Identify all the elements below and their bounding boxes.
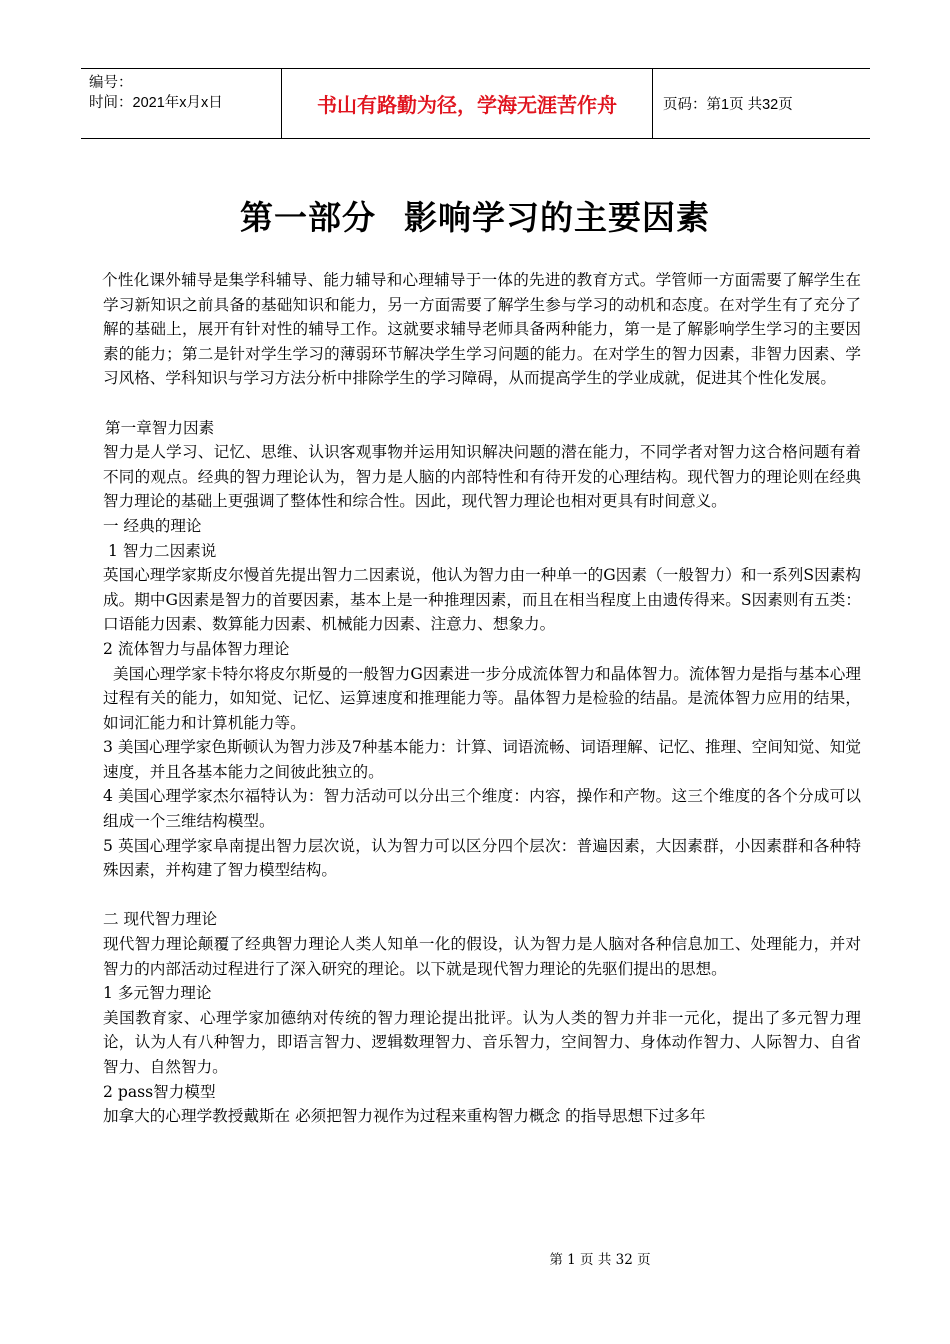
paragraph: 美国心理学家卡特尔将皮尔斯曼的一般智力G因素进一步分成流体智力和晶体智力。流体智力是指与基本心理过程有关的能力，如知觉、记忆、运算速度和推理能力等。晶体智力是检验的结晶。是流体智力应用的结果，如词汇能力和计算机能力等。 [103,664,861,732]
paragraph: 加拿大的心理学教授戴斯在 必须把智力视作为过程来重构智力概念 的指导思想下过多年 [103,1107,706,1126]
page-title [0,192,950,239]
paragraph: 5 英国心理学家阜南提出智力层次说，认为智力可以区分四个层次：普遍因素，大因素群，小因素群和各种特殊因素，并构建了智力模型结构。 [103,836,861,880]
title-part: 第一部分 [240,198,376,237]
title-name: 影响学习的主要因素 [404,198,710,237]
intro-paragraph: 个性化课外辅导是集学科辅导、能力辅导和心理辅导于一体的先进的教育方式。学管师一方面需要了解学生在学习新知识之前具备的基础知识和能力，另一方面需要了解学生参与学习的动机和态度。在对学生有了充分了解的基础上，展开有针对性的辅导工作。这就要求辅导老师具备两种能力，第一是了解影响学生学习的主要因素的能力；第二是针对学生学习的薄弱环节解决学生学习问题的能力。在对学生的智力因素，非智力因素、学习风格、学科知识与学习方法分析中排除学生的学习障碍，从而提高学生的学业成就，促进其个性化发展。 [102,271,861,388]
subsection-heading: 2 流体智力与晶体智力理论 [103,639,290,658]
number-label: 编号： [89,75,133,91]
header-motto: 书山有路勤为径，学海无涯苦作舟 [281,69,653,138]
document-body [103,268,861,1129]
header-page-info: 页码：第1页 共32页 [663,97,793,113]
paragraph: 现代智力理论颠覆了经典智力理论人类人知单一化的假设，认为智力是人脑对各种信息加工、处理能力，并对智力的内部活动过程进行了深入研究的理论。以下就是现代智力理论的先驱们提出的思想。 [103,935,861,978]
subsection-heading: 1 智力二因素说 [103,541,217,560]
paragraph: 美国教育家、心理学家加德纳对传统的智力理论提出批评。认为人类的智力并非一元化，提出了多元智力理论，认为人有八种智力，即语言智力、逻辑数理智力、音乐智力，空间智力、身体动作智力、人际智力、自省智力、自然智力。 [103,1008,861,1076]
paragraph: 3 美国心理学家色斯顿认为智力涉及7种基本能力：计算、词语流畅、词语理解、记忆、推理、空间知觉、知觉速度，并且各基本能力之间彼此独立的。 [103,738,861,781]
subsection-heading: 1 多元智力理论 [103,984,212,1003]
chapter-intro: 智力是人学习、记忆、思维、认识客观事物并运用知识解决问题的潜在能力，不同学者对智力这合格问题有着不同的观点。经典的智力理论认为，智力是人脑的内部特性和有待开发的心理结构。现代智力的理论则在经典智力理论的基础上更强调了整体性和综合性。因此，现代智力理论也相对更具有时间意义。 [103,443,861,511]
time-label: 时间：2021年x月x日 [89,95,223,111]
section-heading: 二 现代智力理论 [103,910,218,929]
header-meta [81,69,281,138]
chapter-heading: 第一章智力因素 [105,418,215,437]
page-header [81,68,870,139]
section-heading: 一 经典的理论 [103,516,202,535]
paragraph: 4 美国心理学家杰尔福特认为：智力活动可以分出三个维度：内容，操作和产物。这三个维度的各个分成可以组成一个三维结构模型。 [103,787,861,831]
page-footer: 第 1 页 共 32 页 [549,1252,651,1268]
subsection-heading: 2 pass智力模型 [103,1082,216,1101]
paragraph: 英国心理学家斯皮尔慢首先提出智力二因素说，他认为智力由一种单一的G因素（一般智力）和一系列S因素构成。期中G因素是智力的首要因素，基本上是一种推理因素，而且在相当程度上由遗传得来。S因素则有五类：口语能力因素、数算能力因素、机械能力因素、注意力、想象力。 [103,566,861,634]
